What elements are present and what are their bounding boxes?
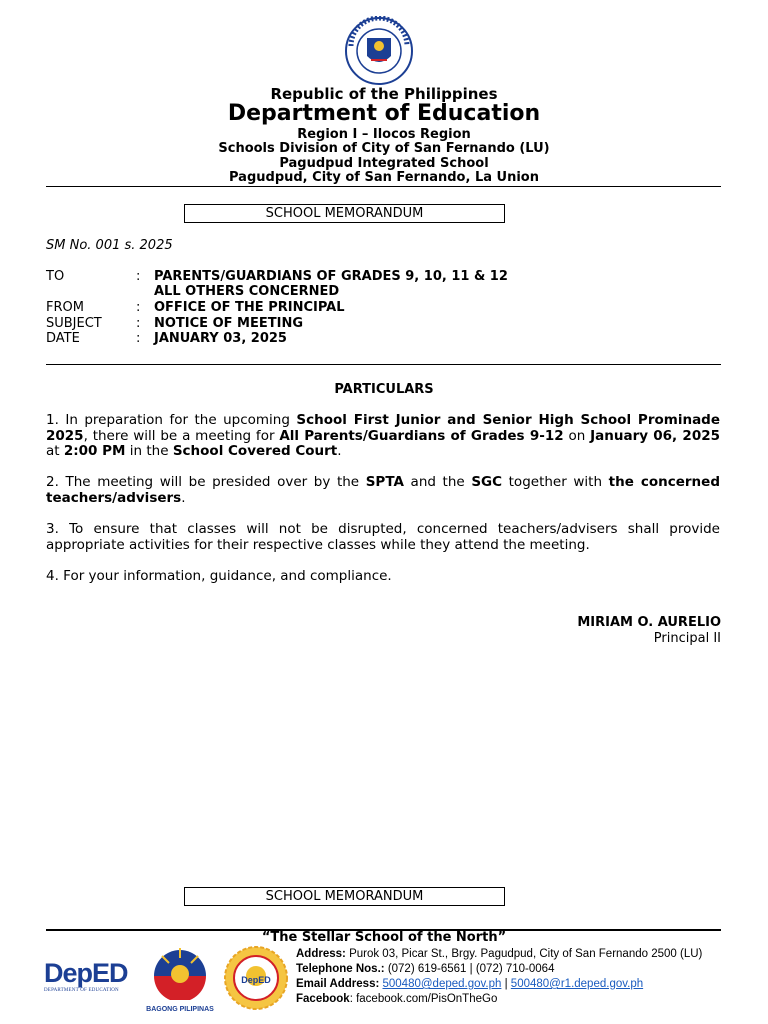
school-logo xyxy=(222,946,290,1010)
text: . xyxy=(337,443,342,459)
meta-label: DATE xyxy=(46,331,80,346)
meta-row-subject xyxy=(46,316,726,331)
meta-value: PARENTS/GUARDIANS OF GRADES 9, 10, 11 & 12 xyxy=(154,269,508,284)
email-label: Email Address: xyxy=(296,978,380,990)
facebook-label: Facebook xyxy=(296,993,350,1005)
signatory-name: MIRIAM O. AURELIO xyxy=(577,615,721,630)
audience: All Parents/Guardians of Grades 9-12 xyxy=(279,427,564,444)
svg-text:DepED: DepED xyxy=(241,975,271,985)
school-motto: “The Stellar School of the North” xyxy=(261,930,507,945)
spta: SPTA xyxy=(365,474,404,490)
bagong-pilipinas-label: BAGONG PILIPINAS xyxy=(146,1006,214,1013)
meta-row-to-cont xyxy=(46,284,726,299)
paragraph-4: 4. For your information, guidance, and compliance. xyxy=(46,568,392,584)
footer-address xyxy=(296,947,702,962)
teachers: the concerned teachers/advisers xyxy=(46,474,720,506)
deped-logo-subtitle: DEPARTMENT OF EDUCATION xyxy=(44,988,119,993)
meta-row-date xyxy=(46,331,726,346)
event-name: School First Junior and Senior High School Prominade 2025 xyxy=(46,412,720,444)
telephone-label: Telephone Nos.: xyxy=(296,963,385,975)
meta-row-to xyxy=(46,269,726,284)
text: 1. In preparation for the upcoming xyxy=(46,412,297,428)
deped-logo-text: DepED xyxy=(44,958,128,988)
text: together with xyxy=(502,474,609,490)
text: at xyxy=(46,443,64,459)
header-divider xyxy=(46,186,721,187)
sgc: SGC xyxy=(471,474,503,490)
region-line: Region I – Ilocos Region xyxy=(297,127,471,142)
email-separator: | xyxy=(501,978,511,990)
paragraph-2 xyxy=(46,475,720,506)
republic-line: Republic of the Philippines xyxy=(270,85,498,103)
particulars-heading: PARTICULARS xyxy=(334,382,434,397)
meta-value: JANUARY 03, 2025 xyxy=(154,331,287,346)
paragraph-3: 3. To ensure that classes will not be disrupted, concerned teachers/advisers shall provide appropriate activities for their respective classes while they attend the meeting. xyxy=(46,521,720,553)
department-title: Department of Education xyxy=(227,101,541,126)
meeting-venue: School Covered Court xyxy=(172,443,338,459)
telephone-value: (072) 619-6561 | (072) 710-0064 xyxy=(387,963,555,975)
text: on xyxy=(563,427,591,444)
address-value: Purok 03, Picar St., Brgy. Pagudpud, City of San Fernando 2500 (LU) xyxy=(349,948,703,960)
deped-seal xyxy=(341,16,417,86)
meta-colon: : xyxy=(136,316,141,331)
meta-divider xyxy=(46,364,721,365)
meta-row-from xyxy=(46,300,726,315)
school-line: Pagudpud Integrated School xyxy=(279,156,489,171)
paragraph-1 xyxy=(46,413,720,460)
meta-value: NOTICE OF MEETING xyxy=(154,316,303,331)
footer-telephone xyxy=(296,962,554,977)
facebook-value[interactable]: : facebook.com/PisOnTheGo xyxy=(349,993,498,1005)
meta-label: SUBJECT xyxy=(46,316,102,331)
text: and the xyxy=(403,474,472,490)
memo-number: SM No. 001 s. 2025 xyxy=(46,238,173,253)
bagong-pilipinas-emblem-icon xyxy=(145,944,215,1000)
meeting-time: 2:00 PM xyxy=(63,443,126,459)
meta-value: OFFICE OF THE PRINCIPAL xyxy=(154,300,345,315)
meta-colon: : xyxy=(136,331,141,346)
email-link-1[interactable]: 500480@deped.gov.ph xyxy=(382,978,502,990)
meeting-date: January 06, 2025 xyxy=(590,427,720,444)
footer-email xyxy=(296,977,643,992)
meta-label: TO xyxy=(46,269,65,284)
email-link-2[interactable]: 500480@r1.deped.gov.ph xyxy=(510,978,644,990)
bagong-pilipinas-logo xyxy=(145,944,215,1014)
division-line: Schools Division of City of San Fernando (LU) xyxy=(218,141,550,156)
signatory-title: Principal II xyxy=(653,631,721,646)
address-line: Pagudpud, City of San Fernando, La Union xyxy=(229,170,539,185)
text: 2. The meeting will be presided over by the xyxy=(46,474,366,490)
meta-colon: : xyxy=(136,300,141,315)
deped-logo xyxy=(44,958,136,1002)
meta-value: ALL OTHERS CONCERNED xyxy=(154,284,340,299)
text: in the xyxy=(125,443,173,459)
meta-colon: : xyxy=(136,269,141,284)
memo-title-box: SCHOOL MEMORANDUM xyxy=(184,204,505,223)
text: . xyxy=(181,489,186,506)
text: , there will be a meeting for xyxy=(83,427,280,444)
footer-memo-title-box: SCHOOL MEMORANDUM xyxy=(184,887,505,906)
address-label: Address: xyxy=(296,948,346,960)
meta-label: FROM xyxy=(46,300,84,315)
footer-facebook xyxy=(296,992,497,1007)
